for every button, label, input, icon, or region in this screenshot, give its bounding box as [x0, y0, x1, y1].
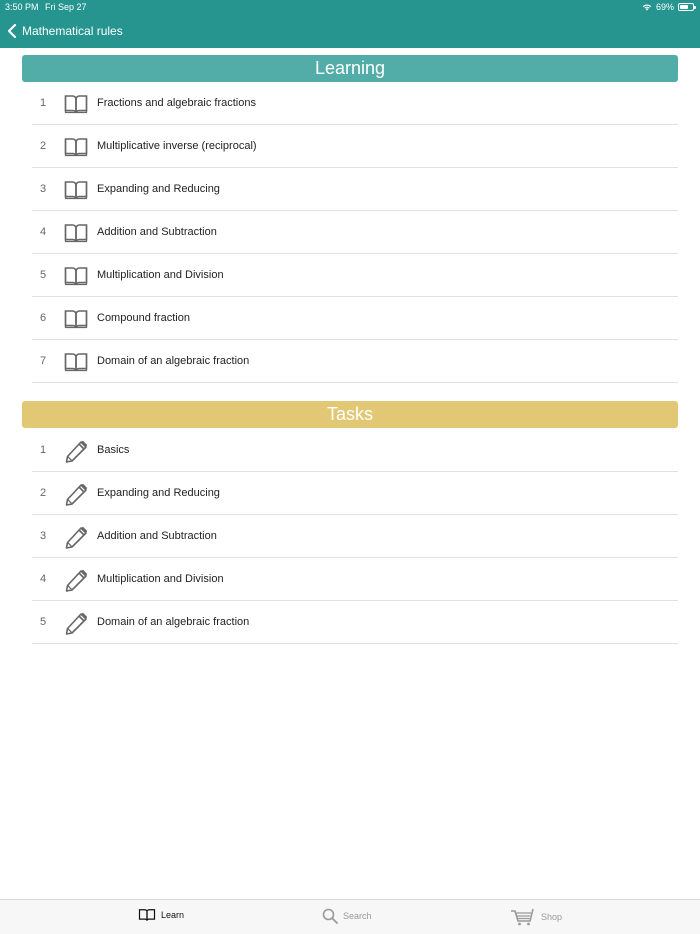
tab-shop-label: Shop — [541, 912, 563, 922]
row-label: Addition and Subtraction — [97, 530, 217, 542]
learning-list — [32, 82, 678, 383]
row-number: 3 — [39, 183, 47, 195]
row-label: Multiplicative inverse (reciprocal) — [97, 140, 257, 152]
row-label: Domain of an algebraic fraction — [97, 616, 250, 628]
tasks-section-header — [22, 401, 678, 428]
tab-search[interactable] — [322, 908, 372, 924]
task-item-row[interactable] — [32, 601, 678, 644]
learning-item-row[interactable] — [32, 340, 678, 383]
row-label: Expanding and Reducing — [97, 487, 220, 499]
book-icon — [64, 93, 88, 115]
book-icon — [64, 351, 88, 373]
book-icon — [64, 222, 88, 244]
book-icon — [64, 308, 88, 330]
row-number: 1 — [39, 444, 47, 456]
task-item-row[interactable] — [32, 472, 678, 515]
pencil-icon — [64, 440, 88, 462]
pencil-icon — [64, 483, 88, 505]
book-icon — [138, 908, 156, 922]
row-label: Multiplication and Division — [97, 269, 224, 281]
pencil-icon — [64, 569, 88, 591]
learning-section-header — [22, 55, 678, 82]
pencil-icon — [64, 526, 88, 548]
tab-bar — [0, 899, 700, 934]
row-label: Domain of an algebraic fraction — [97, 355, 250, 367]
tab-learn[interactable] — [138, 908, 184, 922]
row-number: 6 — [39, 312, 47, 324]
back-button[interactable] — [6, 22, 123, 40]
book-icon — [64, 136, 88, 158]
task-item-row[interactable] — [32, 429, 678, 472]
row-number: 5 — [39, 616, 47, 628]
row-number: 2 — [39, 140, 47, 152]
row-number: 5 — [39, 269, 47, 281]
pencil-icon — [64, 612, 88, 634]
row-label: Fractions and algebraic fractions — [97, 97, 256, 109]
learning-item-row[interactable] — [32, 82, 678, 125]
battery-fill — [680, 5, 688, 9]
learning-item-row[interactable] — [32, 254, 678, 297]
chevron-left-icon — [6, 23, 18, 39]
row-number: 3 — [39, 530, 47, 542]
row-label: Addition and Subtraction — [97, 226, 217, 238]
row-number: 1 — [39, 97, 47, 109]
row-number: 2 — [39, 487, 47, 499]
row-number: 4 — [39, 226, 47, 238]
book-icon — [64, 179, 88, 201]
battery-icon — [678, 3, 694, 11]
row-label: Multiplication and Division — [97, 573, 224, 585]
tab-search-label: Search — [343, 911, 372, 921]
row-number: 4 — [39, 573, 47, 585]
status-right — [642, 2, 694, 12]
tasks-list — [32, 429, 678, 644]
status-time: 3:50 PM — [5, 2, 39, 12]
search-icon — [322, 908, 338, 924]
battery-percent: 69% — [655, 2, 674, 12]
row-label: Expanding and Reducing — [97, 183, 220, 195]
row-label: Compound fraction — [97, 312, 190, 324]
learning-item-row[interactable] — [32, 297, 678, 340]
task-item-row[interactable] — [32, 515, 678, 558]
learning-item-row[interactable] — [32, 168, 678, 211]
learning-title: Learning — [314, 58, 386, 78]
status-date: Fri Sep 27 — [45, 2, 87, 12]
row-label: Basics — [97, 444, 130, 456]
tasks-title: Tasks — [326, 404, 373, 424]
wifi-icon — [642, 3, 652, 11]
tab-learn-label: Learn — [161, 910, 185, 920]
back-label: Mathematical rules — [22, 24, 123, 38]
learning-item-row[interactable] — [32, 125, 678, 168]
navigation-bar — [0, 0, 700, 48]
cart-icon — [510, 908, 536, 926]
tab-shop[interactable] — [510, 908, 562, 926]
status-bar — [0, 0, 700, 14]
learning-item-row[interactable] — [32, 211, 678, 254]
book-icon — [64, 265, 88, 287]
row-number: 7 — [39, 355, 47, 367]
task-item-row[interactable] — [32, 558, 678, 601]
